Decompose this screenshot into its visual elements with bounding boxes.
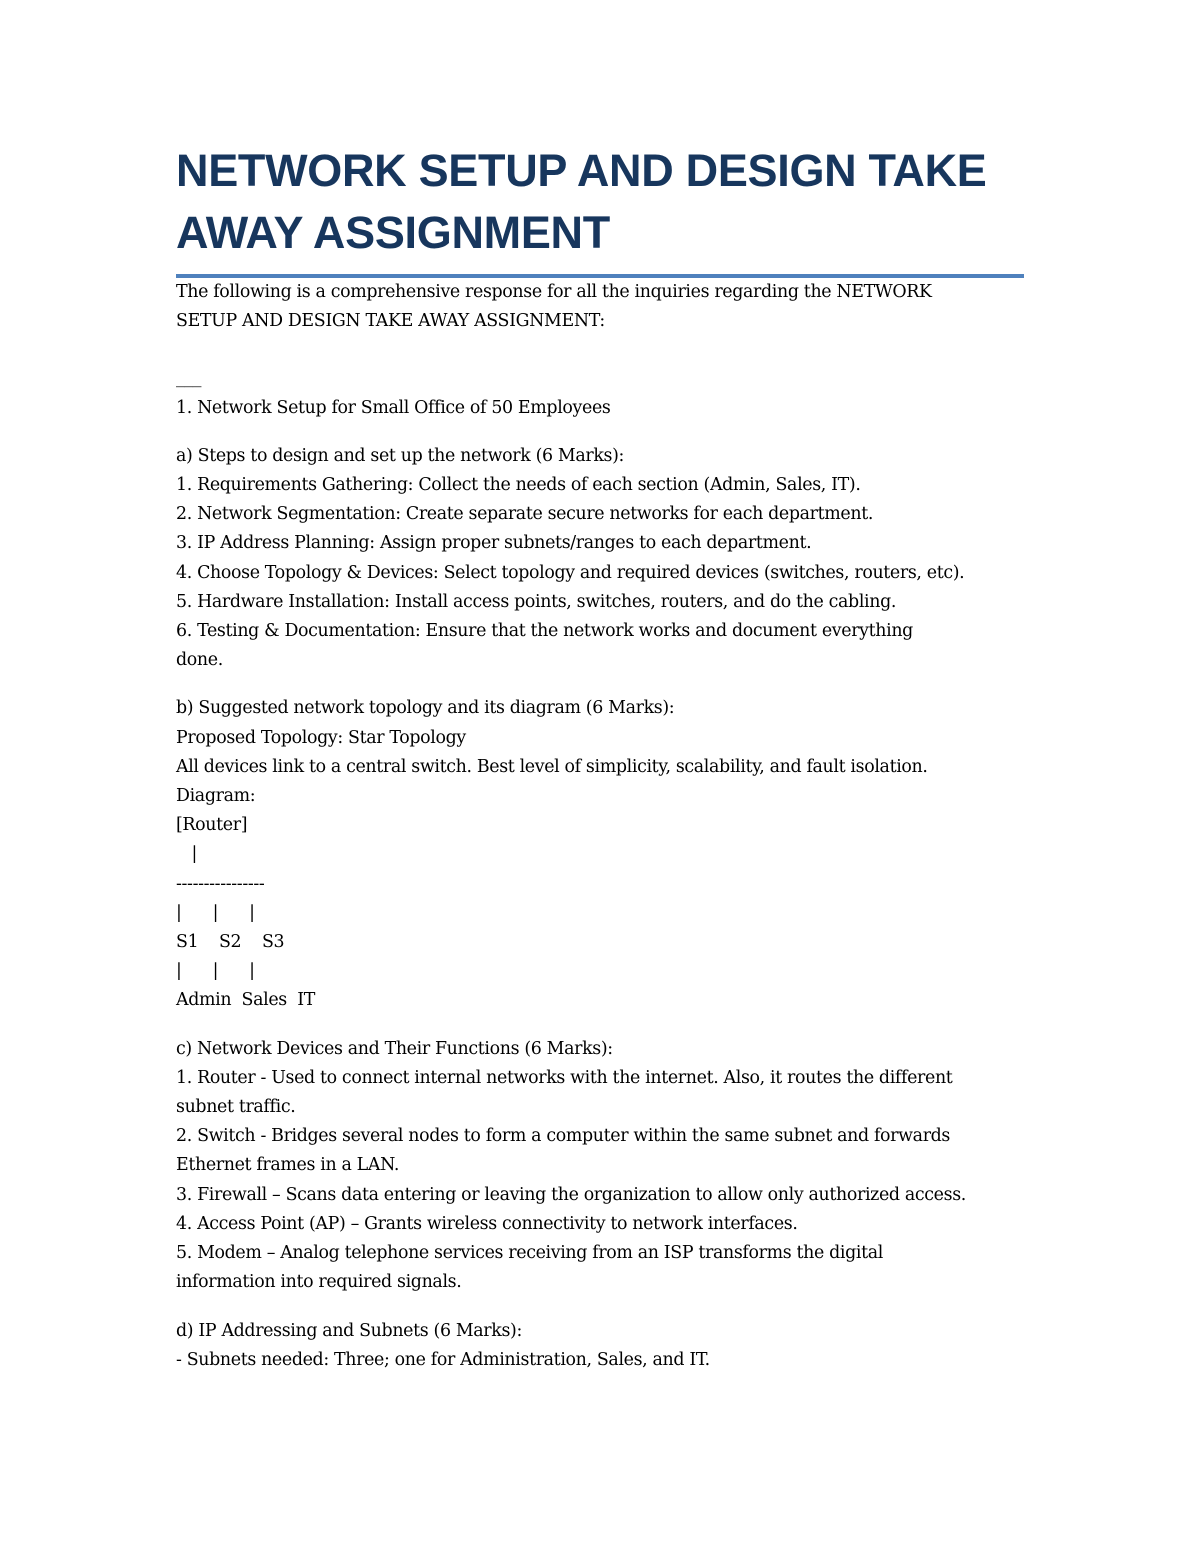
part-c-line: 4. Access Point (AP) – Grants wireless connectivity to network interfaces. [176, 1213, 798, 1234]
part-a-line: 1. Requirements Gathering: Collect the needs of each section (Admin, Sales, IT). [176, 475, 861, 496]
part-a-line: 2. Network Segmentation: Create separate secure networks for each department. [176, 504, 874, 525]
section-1-heading: 1. Network Setup for Small Office of 50 Employees [176, 397, 611, 418]
part-c-line: 1. Router - Used to connect internal networks with the internet. Also, it routes the different [176, 1067, 953, 1088]
diagram-connector: | [176, 844, 198, 865]
spacer [176, 1298, 1026, 1317]
part-b-heading: b) Suggested network topology and its diagram (6 Marks): [176, 698, 675, 719]
part-d-heading: d) IP Addressing and Subnets (6 Marks): [176, 1320, 522, 1341]
part-a-heading: a) Steps to design and set up the network (6 Marks): [176, 445, 625, 466]
part-c-line: 2. Switch - Bridges several nodes to form a computer within the same subnet and forwards [176, 1126, 951, 1147]
part-c-line: Ethernet frames in a LAN. [176, 1155, 400, 1176]
part-c-line: 3. Firewall – Scans data entering or leaving the organization to allow only authorized access. [176, 1184, 966, 1205]
diagram-switches: S1 S2 S3 [176, 932, 285, 953]
document-title [176, 140, 1026, 264]
part-d-line: - Subnets needed: Three; one for Administration, Sales, and IT. [176, 1349, 710, 1370]
title-line-1: NETWORK SETUP AND DESIGN TAKE [176, 145, 987, 196]
diagram-connectors: | | | [176, 961, 255, 982]
part-a-line: 3. IP Address Planning: Assign proper subnets/ranges to each department. [176, 533, 812, 554]
part-c-line: subnet traffic. [176, 1097, 296, 1118]
separator-line: ___ [176, 368, 202, 389]
part-a-line: 4. Choose Topology & Devices: Select topology and required devices (switches, routers, etc). [176, 562, 965, 583]
part-a-line: 6. Testing & Documentation: Ensure that the network works and document everything [176, 621, 913, 642]
spacer [176, 1016, 1026, 1035]
part-a-line: 5. Hardware Installation: Install access points, switches, routers, and do the cabling. [176, 591, 897, 612]
part-b-line: Proposed Topology: Star Topology [176, 727, 466, 748]
spacer [176, 675, 1026, 694]
diagram-bus: ---------------- [176, 873, 265, 894]
spacer [176, 336, 1026, 364]
diagram-router: [Router] [176, 815, 248, 836]
spacer [176, 423, 1026, 442]
title-line-2: AWAY ASSIGNMENT [176, 207, 610, 258]
part-a-line: done. [176, 650, 223, 671]
part-c-line: 5. Modem – Analog telephone services receiving from an ISP transforms the digital [176, 1243, 883, 1264]
part-c-line: information into required signals. [176, 1272, 462, 1293]
document-content [176, 140, 1026, 1375]
diagram-connectors: | | | [176, 902, 255, 923]
diagram-departments: Admin Sales IT [176, 990, 315, 1011]
part-b-line: Diagram: [176, 786, 256, 807]
document-body [176, 278, 1026, 1375]
part-c-heading: c) Network Devices and Their Functions (6 Marks): [176, 1038, 613, 1059]
intro-line-1: The following is a comprehensive response for all the inquiries regarding the NETWORK [176, 282, 932, 302]
intro-line-2: SETUP AND DESIGN TAKE AWAY ASSIGNMENT: [176, 311, 605, 332]
part-b-line: All devices link to a central switch. Best level of simplicity, scalability, and fault isolation. [176, 756, 928, 777]
